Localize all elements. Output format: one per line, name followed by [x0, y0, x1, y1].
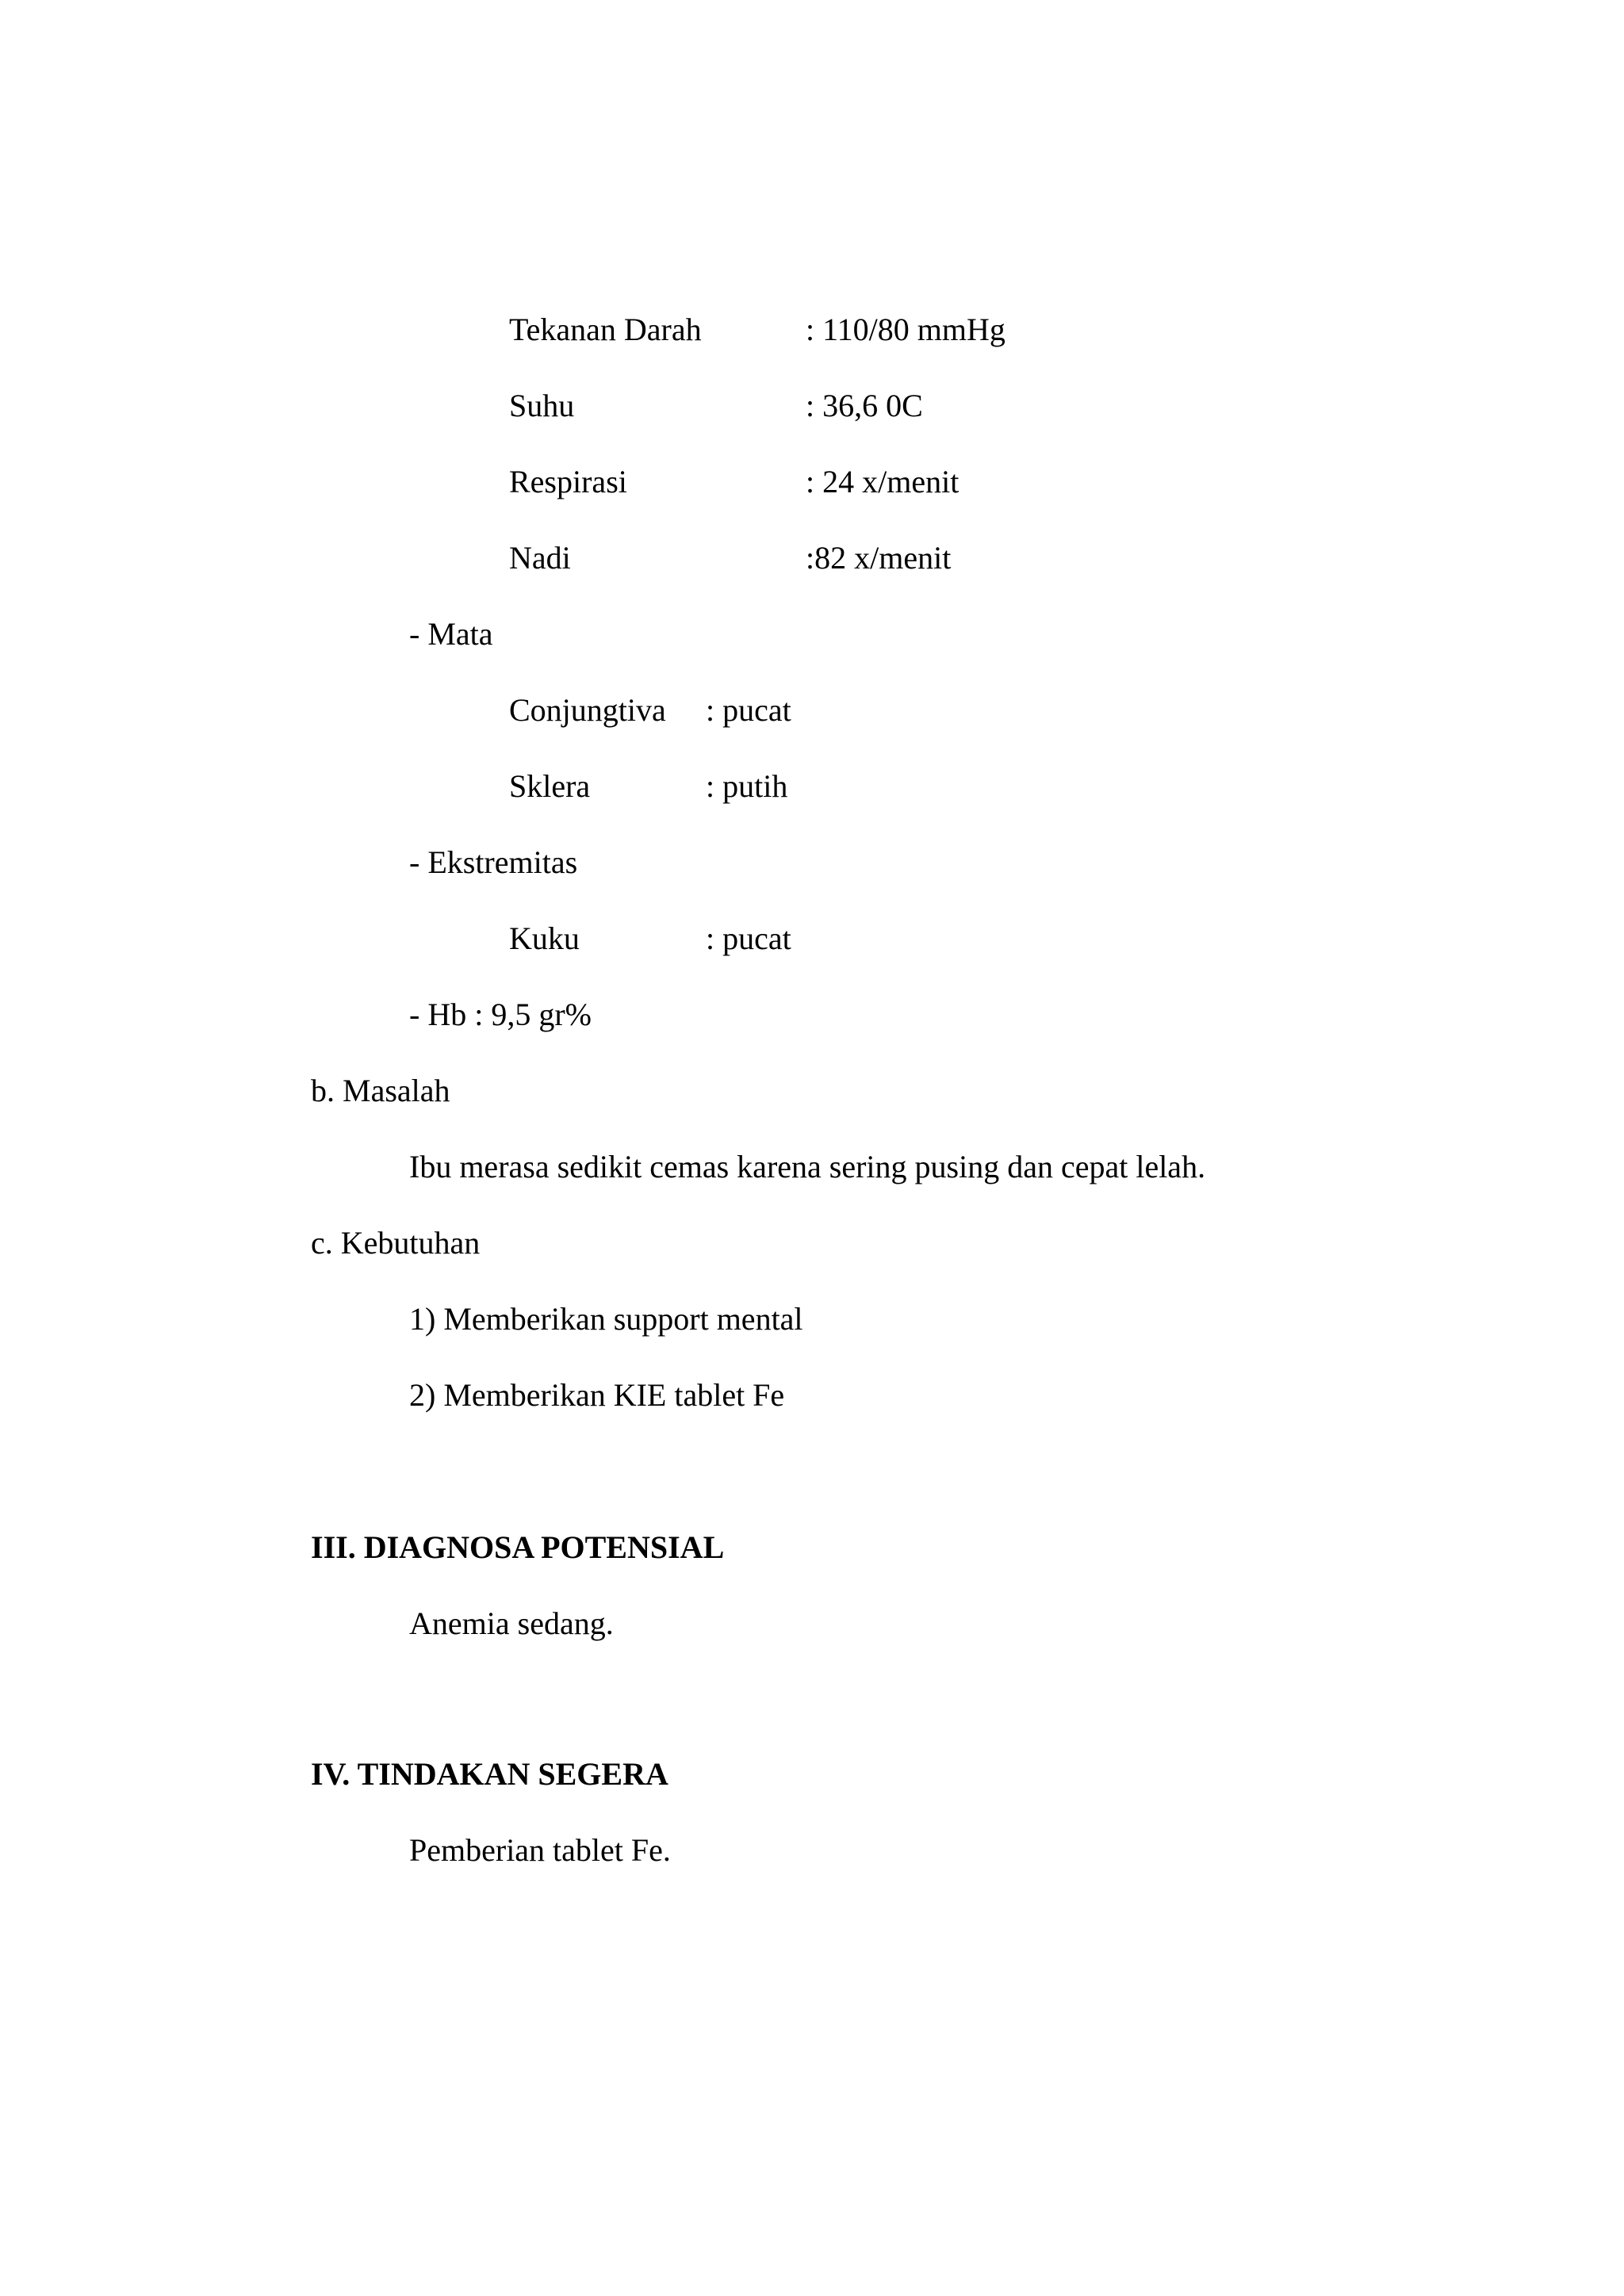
mata-heading: - Mata	[409, 616, 493, 652]
diagnosa-heading: III. DIAGNOSA POTENSIAL	[311, 1529, 725, 1565]
tindakan-heading: IV. TINDAKAN SEGERA	[311, 1756, 668, 1792]
kebutuhan-item-2: 2) Memberikan KIE tablet Fe	[409, 1377, 785, 1413]
kebutuhan-item-1: 1) Memberikan support mental	[409, 1301, 803, 1337]
vital-value-tekanan-darah: : 110/80 mmHg	[806, 312, 1005, 347]
sklera-value: : putih	[706, 768, 788, 804]
conjungtiva-value: : pucat	[706, 692, 791, 728]
vital-value-respirasi: : 24 x/menit	[806, 464, 959, 499]
vital-label-tekanan-darah: Tekanan Darah	[509, 312, 702, 347]
sklera-label: Sklera	[509, 768, 591, 804]
diagnosa-text: Anemia sedang.	[409, 1605, 614, 1641]
kuku-value: : pucat	[706, 920, 791, 956]
kebutuhan-heading: c. Kebutuhan	[311, 1225, 481, 1261]
kuku-label: Kuku	[509, 920, 580, 956]
masalah-text: Ibu merasa sedikit cemas karena sering pusing dan cepat lelah.	[409, 1149, 1206, 1184]
hb-line: - Hb : 9,5 gr%	[409, 997, 592, 1032]
masalah-heading: b. Masalah	[311, 1073, 450, 1108]
ekstremitas-heading: - Ekstremitas	[409, 844, 578, 880]
vital-label-respirasi: Respirasi	[509, 464, 627, 499]
tindakan-text: Pemberian tablet Fe.	[409, 1832, 671, 1868]
conjungtiva-label: Conjungtiva	[509, 692, 666, 728]
vital-value-nadi: :82 x/menit	[806, 540, 952, 576]
vital-label-suhu: Suhu	[509, 388, 575, 423]
vital-label-nadi: Nadi	[509, 540, 571, 576]
vital-value-suhu: : 36,6 0C	[806, 388, 923, 423]
